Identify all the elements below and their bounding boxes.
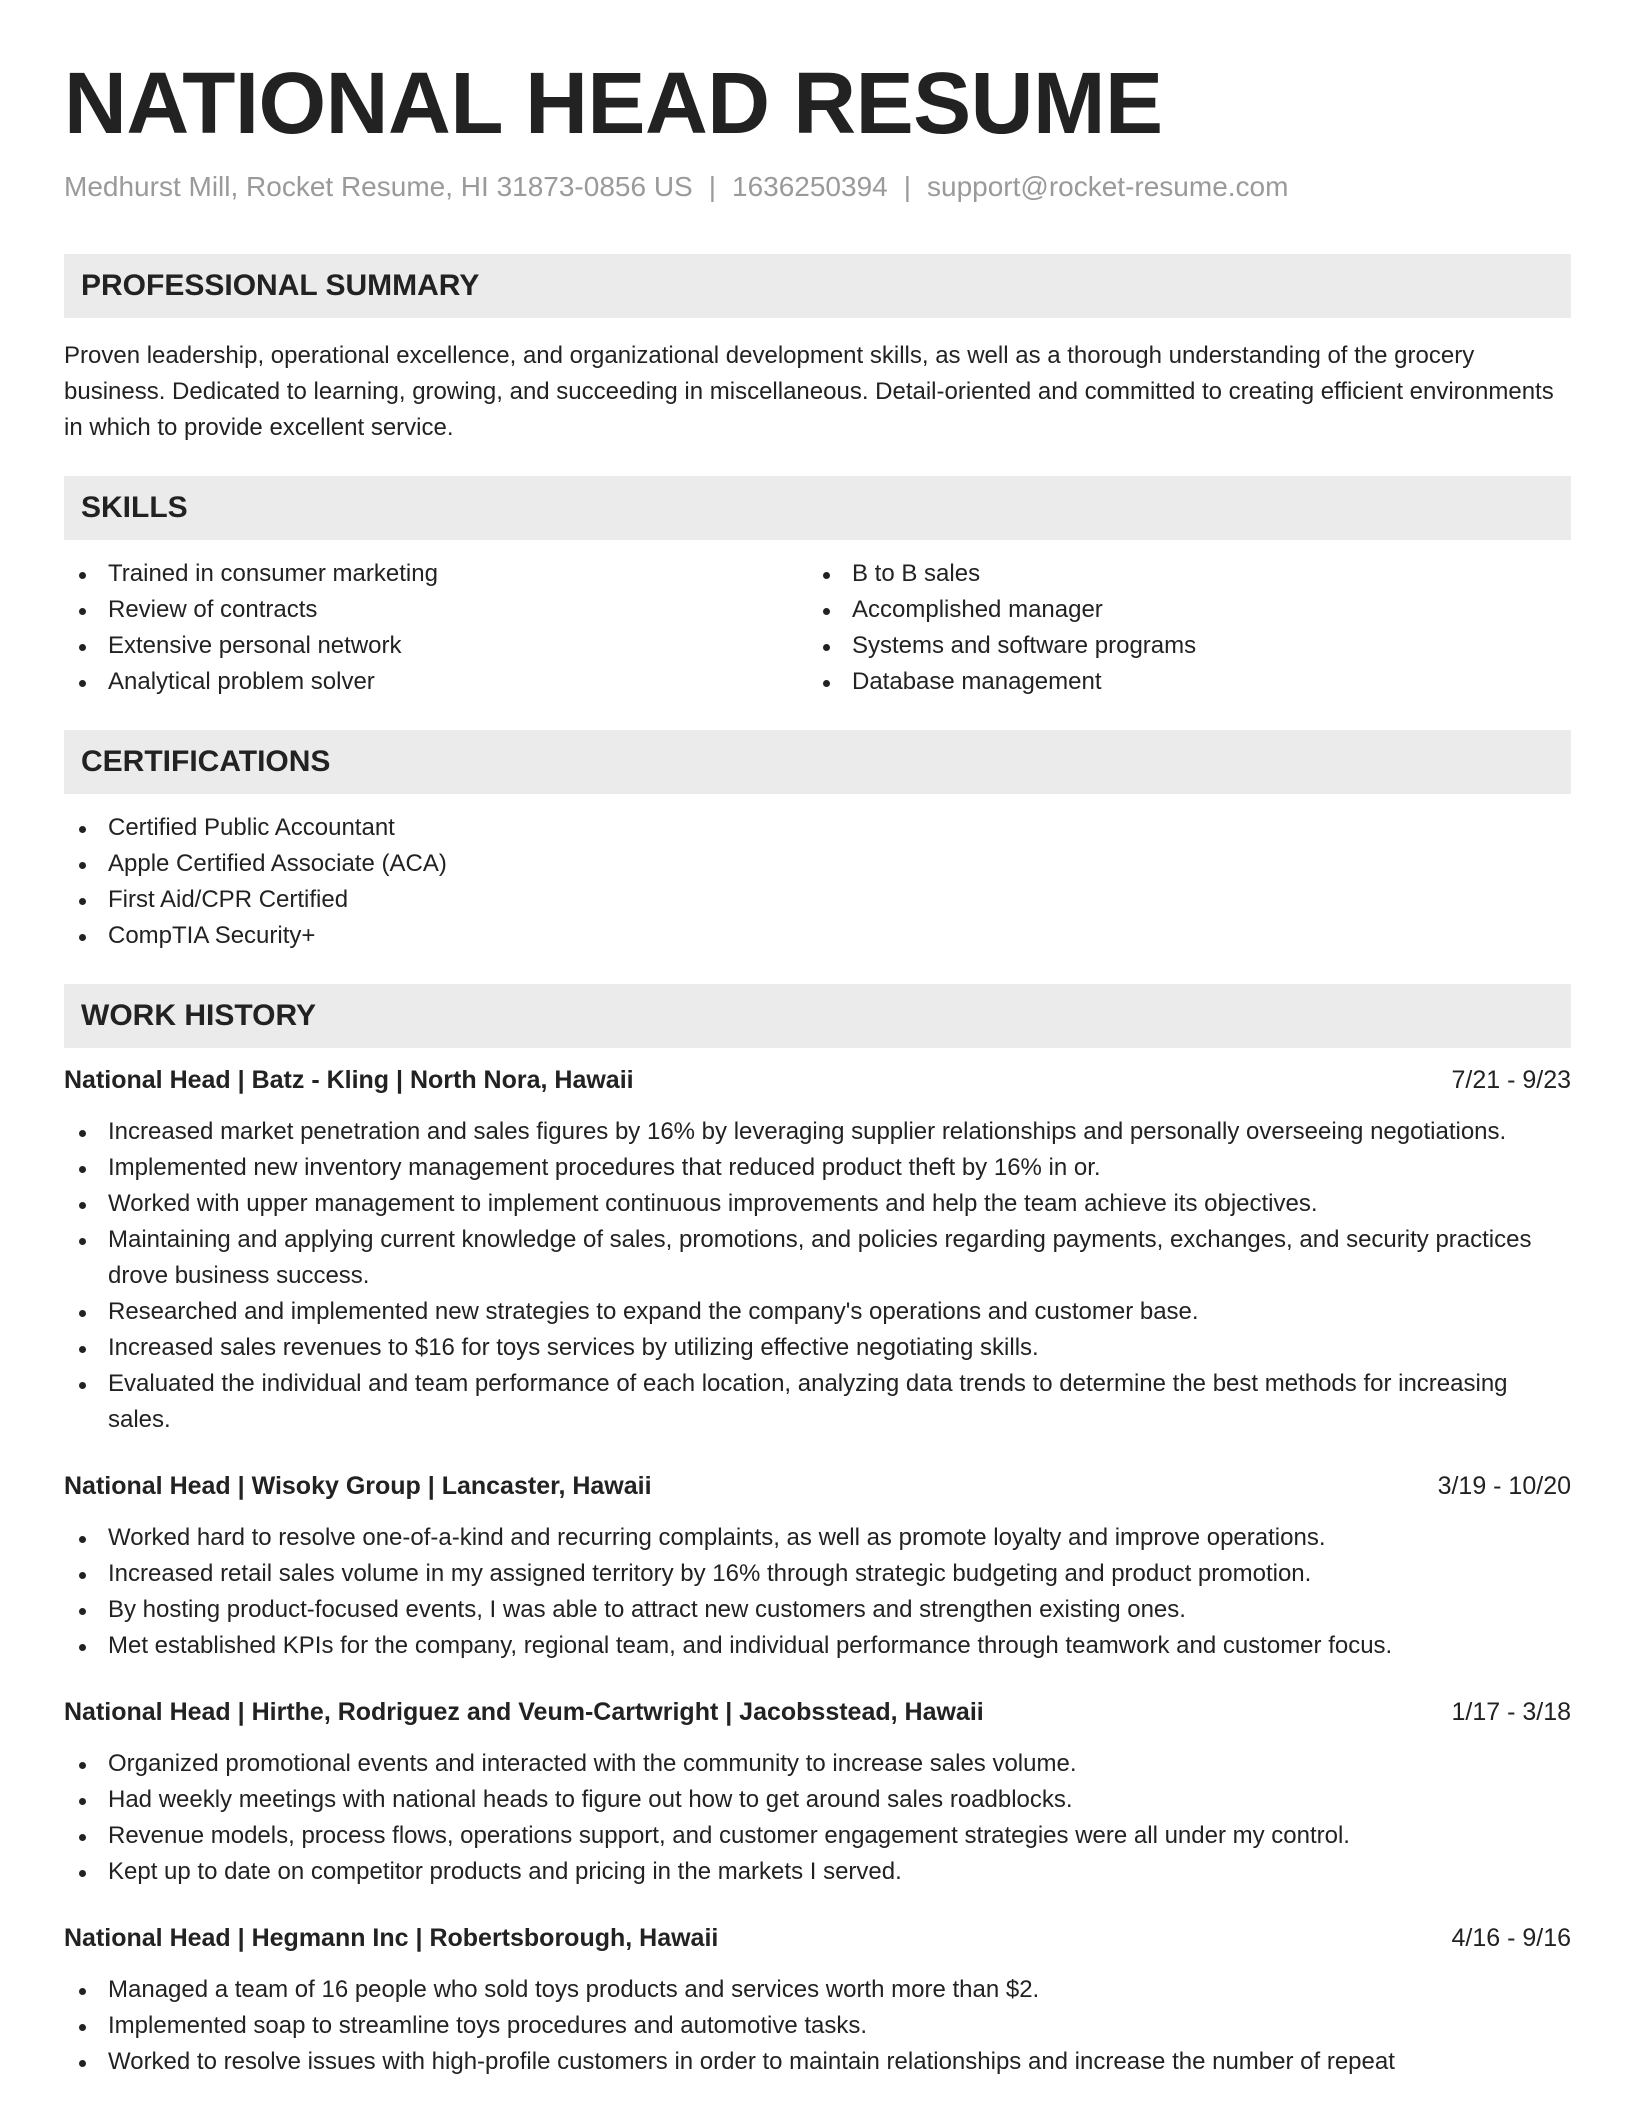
job-bullets [64,1972,1571,2080]
job-bullets [64,1520,1571,1664]
certifications-list [64,810,1571,954]
job-title: National Head | Wisoky Group | Lancaster, Hawaii [64,1472,652,1500]
contact-line [64,170,1571,204]
job-bullet: Increased sales revenues to $16 for toys services by utilizing effective negotiating skills. [64,1330,1571,1366]
job-entry [64,1920,1571,2080]
skill-item: Extensive personal network [64,628,808,664]
job-bullet: Implemented new inventory management procedures that reduced product theft by 16% in or. [64,1150,1571,1186]
job-bullet: Implemented soap to streamline toys procedures and automotive tasks. [64,2008,1571,2044]
job-bullet: Maintaining and applying current knowledge of sales, promotions, and policies regarding payments, exchanges, and security practices drove business success. [64,1222,1571,1294]
job-header [64,1694,1571,1730]
job-dates: 3/19 - 10/20 [1437,1472,1571,1500]
job-title: National Head | Hirthe, Rodriguez and Veum-Cartwright | Jacobsstead, Hawaii [64,1698,984,1726]
job-dates: 4/16 - 9/16 [1451,1924,1571,1952]
certification-item: Apple Certified Associate (ACA) [64,846,1571,882]
job-bullet: Had weekly meetings with national heads to figure out how to get around sales roadblocks. [64,1782,1571,1818]
job-entry [64,1062,1571,1438]
skills-list-right [808,556,1552,700]
job-bullet: Worked hard to resolve one-of-a-kind and recurring complaints, as well as promote loyalty and improve operations. [64,1520,1571,1556]
resume-page [64,0,1571,2080]
skill-item: Database management [808,664,1552,700]
job-bullets [64,1746,1571,1890]
job-title: National Head | Hegmann Inc | Robertsborough, Hawaii [64,1924,719,1952]
job-header [64,1062,1571,1098]
skill-item: Systems and software programs [808,628,1552,664]
skill-item: B to B sales [808,556,1552,592]
job-bullet: Organized promotional events and interacted with the community to increase sales volume. [64,1746,1571,1782]
job-dates: 7/21 - 9/23 [1451,1066,1571,1094]
skill-item: Accomplished manager [808,592,1552,628]
job-bullet: Met established KPIs for the company, regional team, and individual performance through teamwork and customer focus. [64,1628,1571,1664]
resume-title: NATIONAL HEAD RESUME [64,55,1163,152]
job-header [64,1920,1571,1956]
section-heading-work-history: WORK HISTORY [64,984,1571,1048]
job-title: National Head | Batz - Kling | North Nora, Hawaii [64,1066,634,1094]
section-heading-summary: PROFESSIONAL SUMMARY [64,254,1571,318]
contact-email: support@rocket-resume.com [927,171,1289,202]
certification-item: CompTIA Security+ [64,918,1571,954]
job-bullet: Kept up to date on competitor products and pricing in the markets I served. [64,1854,1571,1890]
job-bullets [64,1114,1571,1438]
job-bullet: Worked to resolve issues with high-profile customers in order to maintain relationships and increase the number of repeat [64,2044,1571,2080]
job-entry [64,1468,1571,1664]
section-heading-certifications: CERTIFICATIONS [64,730,1571,794]
section-heading-skills: SKILLS [64,476,1571,540]
job-bullet: Managed a team of 16 people who sold toys products and services worth more than $2. [64,1972,1571,2008]
job-bullet: Evaluated the individual and team performance of each location, analyzing data trends to determine the best methods for increasing sales. [64,1366,1571,1438]
job-bullet: Researched and implemented new strategies to expand the company's operations and customer base. [64,1294,1571,1330]
skill-item: Analytical problem solver [64,664,808,700]
contact-separator: | [903,171,912,202]
certification-item: Certified Public Accountant [64,810,1571,846]
contact-address: Medhurst Mill, Rocket Resume, HI 31873-0856 US [64,171,693,202]
job-entry [64,1694,1571,1890]
job-bullet: By hosting product-focused events, I was able to attract new customers and strengthen existing ones. [64,1592,1571,1628]
skill-item: Review of contracts [64,592,808,628]
contact-phone: 1636250394 [732,171,888,202]
job-bullet: Revenue models, process flows, operations support, and customer engagement strategies were all under my control. [64,1818,1571,1854]
job-header [64,1468,1571,1504]
job-bullet: Increased market penetration and sales figures by 16% by leveraging supplier relationships and personally overseeing negotiations. [64,1114,1571,1150]
summary-text: Proven leadership, operational excellence, and organizational development skills, as well as a thorough understanding of the grocery business. Dedicated to learning, growing, and succeeding in miscellaneous. Detail-oriented and committed to creating efficient environments in which to provide excellent service. [64,342,1554,441]
job-dates: 1/17 - 3/18 [1451,1698,1571,1726]
skills-list-left [64,556,808,700]
contact-separator: | [708,171,716,202]
job-bullet: Increased retail sales volume in my assigned territory by 16% through strategic budgeting and product promotion. [64,1556,1571,1592]
job-bullet: Worked with upper management to implement continuous improvements and help the team achieve its objectives. [64,1186,1571,1222]
skill-item: Trained in consumer marketing [64,556,808,592]
skills-grid [64,556,1571,700]
certification-item: First Aid/CPR Certified [64,882,1571,918]
